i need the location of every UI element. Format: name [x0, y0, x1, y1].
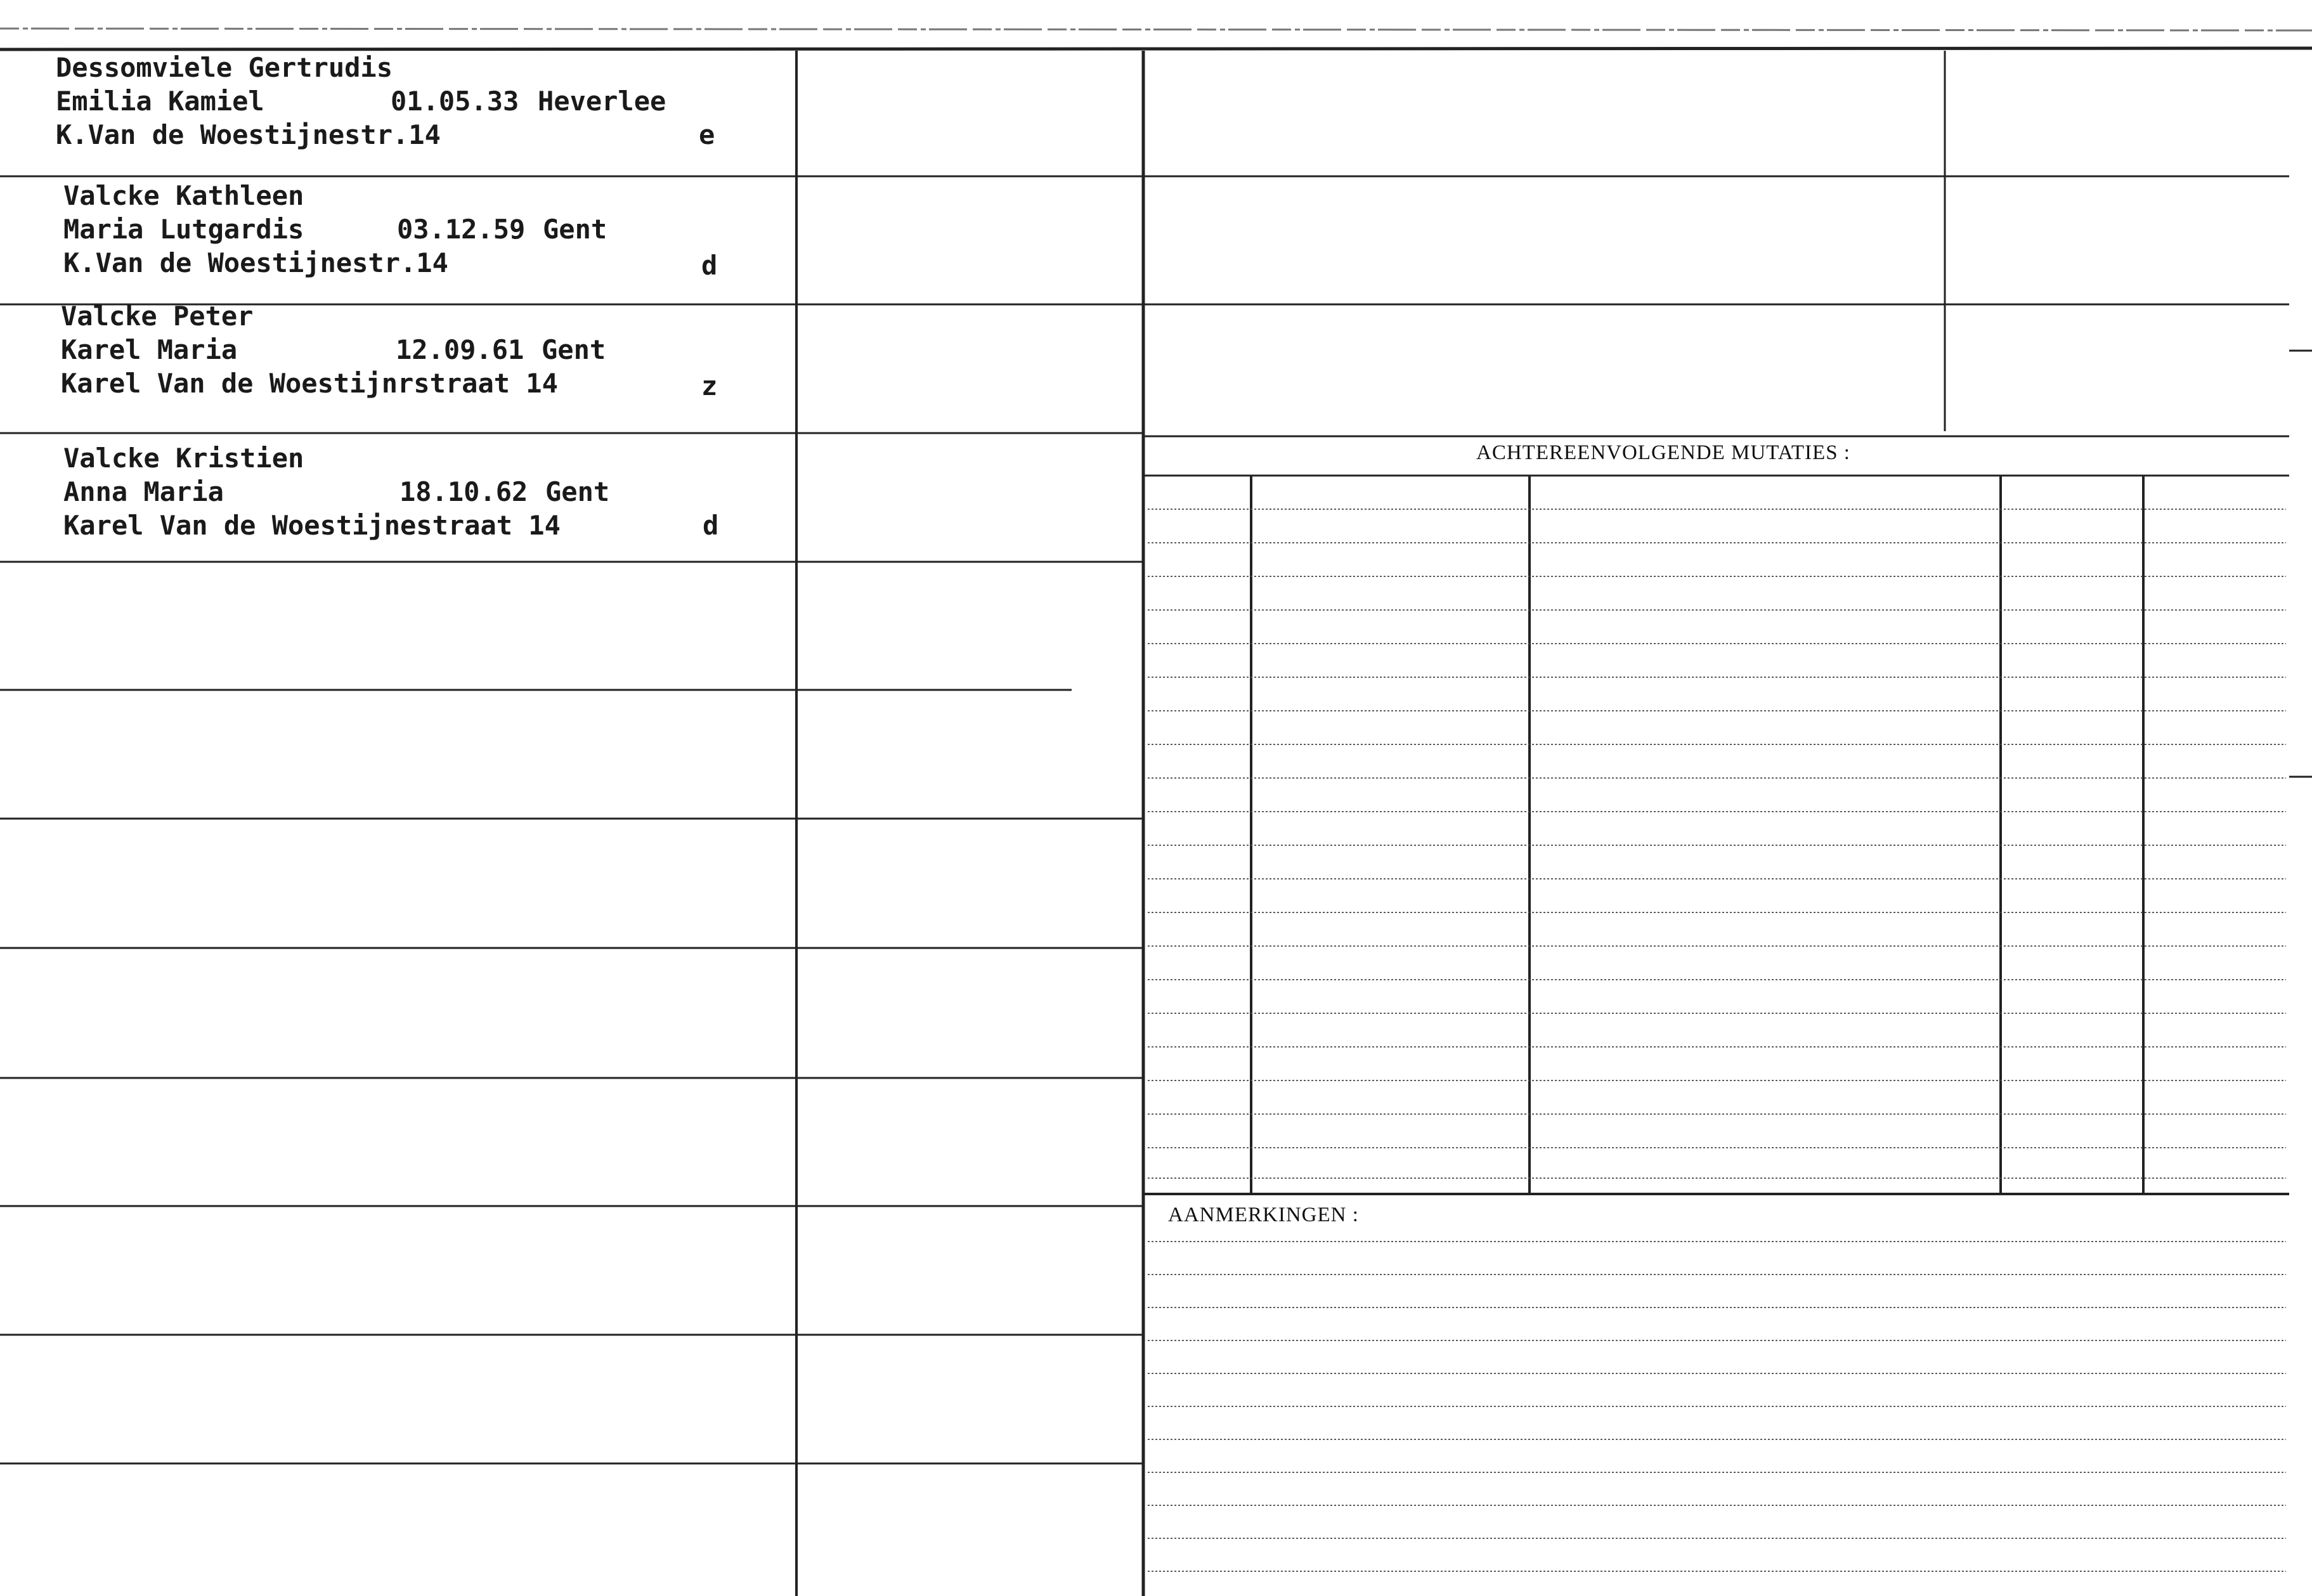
right-upper-rules [1143, 176, 2289, 476]
person-name: Valcke Kristien [63, 443, 304, 474]
birth-date: 03.12.59 [397, 214, 526, 245]
person-given-names: Emilia Kamiel [56, 86, 264, 117]
birth-place: Gent [543, 214, 607, 245]
person-address: Karel Van de Woestijnrstraat 14 [61, 368, 558, 399]
person-given-names: Anna Maria [63, 476, 224, 507]
middle-row-rules [796, 176, 1143, 1463]
person-name: Dessomviele Gertrudis [56, 52, 393, 83]
person-name: Valcke Peter [61, 301, 254, 332]
person-address: K.Van de Woestijnestr.14 [56, 119, 441, 150]
birth-date: 12.09.61 [396, 334, 524, 365]
person-given-names: Maria Lutgardis [63, 214, 304, 245]
birth-place: Heverlee [538, 86, 666, 117]
person-name: Valcke Kathleen [63, 180, 304, 211]
birth-place: Gent [542, 334, 606, 365]
mutation-columns [1251, 476, 2143, 1194]
remarks-heading: AANMERKINGEN : [1168, 1203, 1359, 1226]
person-address: Karel Van de Woestijnestraat 14 [63, 510, 561, 541]
status-code: d [703, 510, 719, 541]
status-code: z [701, 370, 718, 401]
mutation-dotted-lines [1148, 509, 2286, 1178]
birth-date: 01.05.33 [391, 86, 519, 117]
status-code: e [699, 119, 715, 150]
header-rule [0, 48, 2312, 49]
birth-date: 18.10.62 [399, 476, 528, 507]
status-code: d [701, 250, 718, 281]
remarks-dotted-lines [1148, 1242, 2286, 1571]
mutations-heading: ACHTEREENVOLGENDE MUTATIES : [1476, 441, 1850, 464]
person-entry [63, 441, 719, 710]
person-address: K.Van de Woestijnestr.14 [63, 247, 448, 278]
birth-place: Gent [545, 476, 610, 507]
person-given-names: Karel Maria [61, 334, 238, 365]
top-scan-edge [0, 29, 2312, 30]
